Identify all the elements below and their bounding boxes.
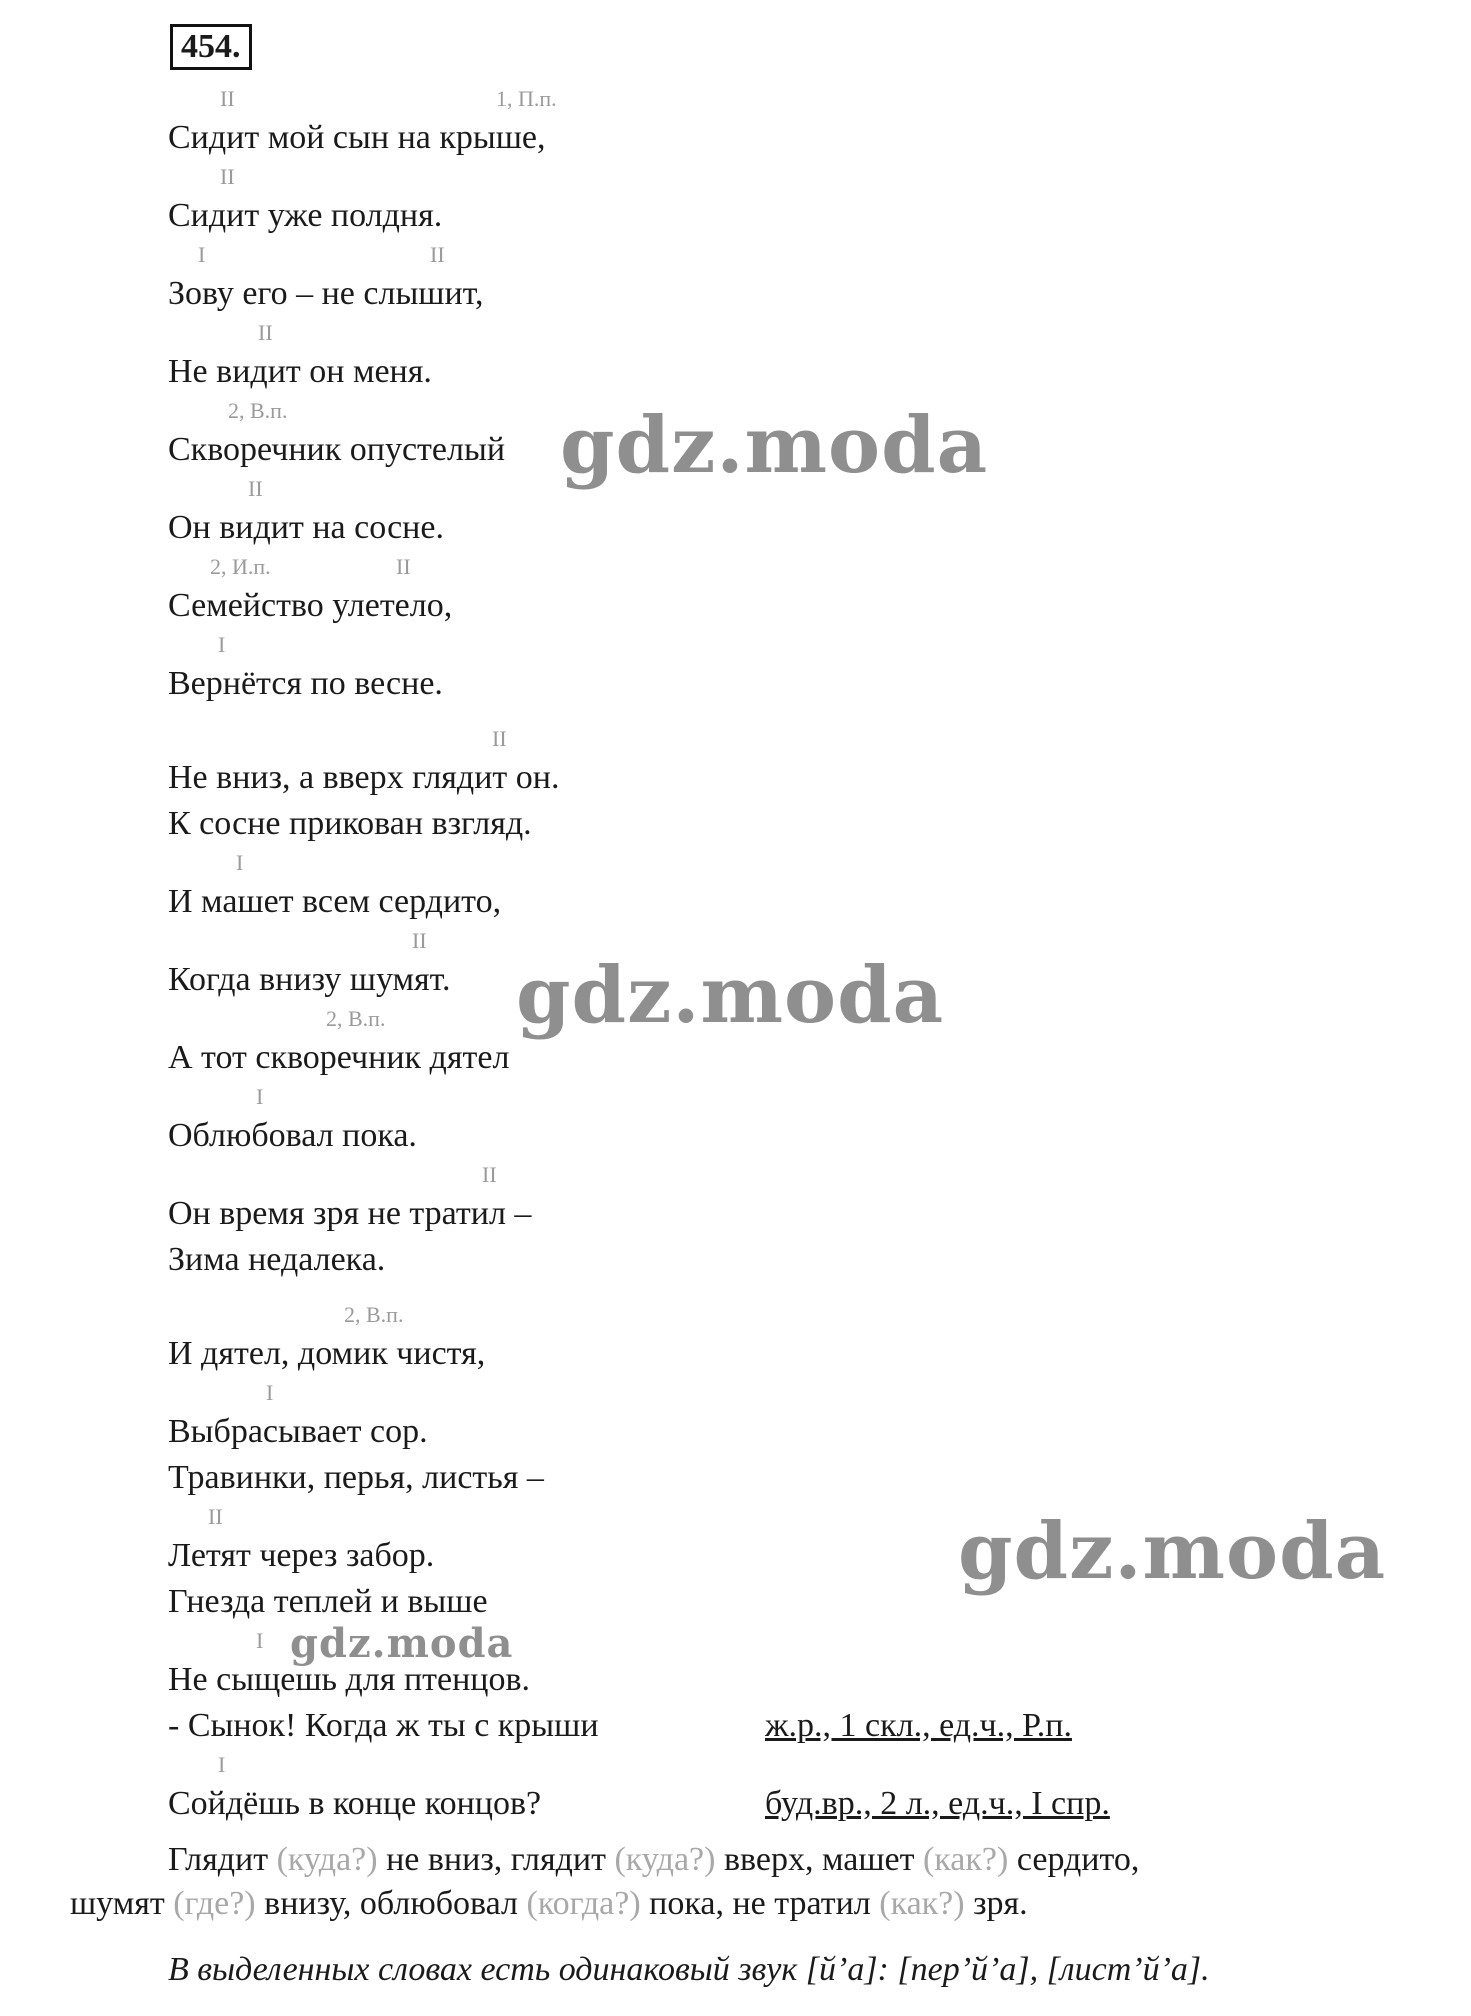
watermark: gdz.moda	[516, 950, 945, 1041]
grammar-annotation: II	[220, 86, 235, 111]
poem-line: - Сынок! Когда ж ты с крыши	[168, 1707, 599, 1744]
poem-line: А тот скворечник дятел	[168, 1039, 510, 1076]
grammar-annotation: II	[220, 164, 235, 189]
poem-line: Семейство улетело,	[168, 587, 453, 624]
grammar-annotation: 2, В.п.	[326, 1006, 386, 1031]
poem-line: Сидит уже полдня.	[168, 197, 443, 234]
poem-line: Он время зря не тратил –	[168, 1195, 532, 1232]
poem-line: Вернётся по весне.	[168, 665, 443, 702]
grammar-annotation: I	[218, 632, 226, 657]
poem-line: К сосне прикован взгляд.	[168, 805, 532, 842]
grammar-annotation: I	[256, 1084, 264, 1109]
poem-line: Он видит на сосне.	[168, 509, 444, 546]
watermark: gdz.moda	[958, 1506, 1387, 1597]
poem-line: Сойдёшь в конце концов?	[168, 1785, 542, 1822]
note-krysh: ж.р., 1 скл., ед.ч., Р.п.	[765, 1707, 1072, 1744]
grammar-annotation: II	[412, 928, 427, 953]
poem-line: Не видит он меня.	[168, 353, 432, 390]
poem-line: Летят через забор.	[168, 1537, 435, 1574]
poem-line: И дятел, домик чистя,	[168, 1335, 486, 1372]
poem-line: Зима недалека.	[168, 1241, 386, 1278]
watermark: gdz.moda	[290, 1620, 514, 1667]
grammar-annotation: II	[248, 476, 263, 501]
poem-line: Облюбовал пока.	[168, 1117, 417, 1154]
poem-line: Скворечник опустелый	[168, 431, 506, 468]
analysis-conclusion: В выделенных словах есть одинаковый звук [й’а]: [пер’й’а], [лист’й’а].	[168, 1951, 1210, 1988]
poem-line: Травинки, перья, листья –	[168, 1459, 544, 1496]
grammar-annotation: II	[258, 320, 273, 345]
poem-line: И машет всем сердито,	[168, 883, 502, 920]
poem-line: Не вниз, а вверх глядит он.	[168, 759, 560, 796]
grammar-annotation: 1, П.п.	[496, 86, 557, 111]
grammar-annotation: II	[396, 554, 411, 579]
note-soydesh: буд.вр., 2 л., ед.ч., I спр.	[765, 1785, 1110, 1822]
analysis-line-2: шумят (где?) внизу, облюбовал (когда?) пока, не тратил (как?) зря.	[70, 1885, 1028, 1922]
watermark: gdz.moda	[560, 400, 989, 491]
grammar-annotation: II	[492, 726, 507, 751]
poem-line: Выбрасывает сор.	[168, 1413, 428, 1450]
grammar-annotation: 2, В.п.	[228, 398, 288, 423]
grammar-annotation: I	[198, 242, 206, 267]
grammar-annotation: II	[482, 1162, 497, 1187]
poem-line: Гнезда теплей и выше	[168, 1583, 488, 1620]
grammar-annotation: I	[236, 850, 244, 875]
grammar-annotation: I	[218, 1752, 226, 1777]
exercise-number: 454.	[170, 24, 252, 70]
poem-line: Не сыщешь для птенцов.	[168, 1661, 531, 1698]
grammar-annotation: I	[266, 1380, 274, 1405]
analysis-line-1: Глядит (куда?) не вниз, глядит (куда?) вверх, машет (как?) сердито,	[168, 1841, 1140, 1878]
poem-line: Сидит мой сын на крыше,	[168, 119, 546, 156]
grammar-annotation: 2, В.п.	[344, 1302, 404, 1327]
grammar-annotation: II	[208, 1504, 223, 1529]
poem-line: Зову его – не слышит,	[168, 275, 484, 312]
grammar-annotation: 2, И.п.	[210, 554, 271, 579]
poem-line: Когда внизу шумят.	[168, 961, 451, 998]
grammar-annotation: II	[430, 242, 445, 267]
grammar-annotation: I	[256, 1628, 264, 1653]
